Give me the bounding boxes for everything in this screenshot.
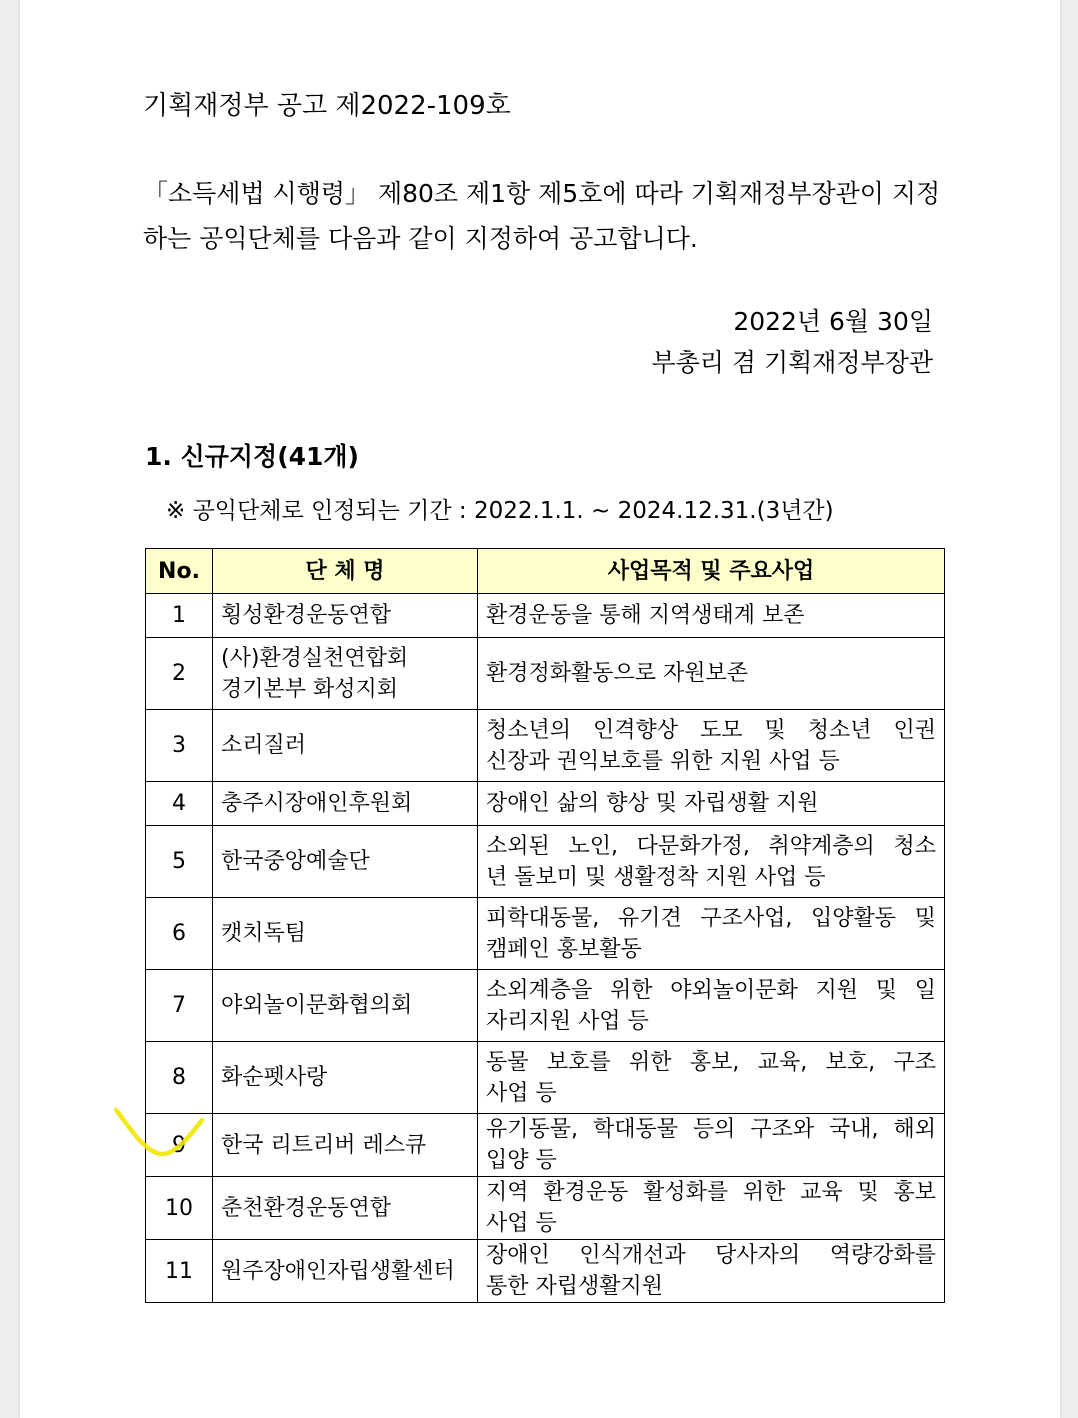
organization-name-line: 화순펫사랑 [221,1065,328,1090]
organization-name-line: 한국중앙예술단 [221,849,370,874]
table-header-row [146,549,945,594]
purpose-line: 자리지원 사업 등 [486,1008,649,1034]
purpose-line: 지역 환경운동 활성화를 위한 교육 및 홍보 [486,1180,936,1205]
row-number: 7 [146,970,213,1042]
organization-name-line: (사)환경실천연합회 [221,645,409,671]
organization-name-line: 경기본부 화성지회 [221,676,399,702]
row-number: 4 [146,782,213,826]
organization-name-line: 원주장애인자립생활센터 [221,1258,455,1284]
organization-name-line: 캣치독팀 [221,921,307,946]
announcement-date: 2022년 6월 30일 [733,307,933,336]
purpose-cell [478,970,945,1042]
organization-name-line: 야외놀이문화협의회 [221,993,413,1018]
period-note: ※ 공익단체로 인정되는 기간 : 2022.1.1. ~ 2024.12.31.(3년간) [166,498,834,524]
purpose-line: 장애인 삶의 향상 및 자립생활 지원 [486,791,819,816]
row-number: 11 [146,1240,213,1303]
table-row [146,1177,945,1240]
purpose-cell [478,1114,945,1177]
organization-name-cell [213,1114,478,1177]
row-number: 9 [146,1114,213,1177]
table-body [146,594,945,1303]
organization-name-line: 한국 리트리버 레스큐 [221,1132,427,1158]
purpose-cell [478,1240,945,1303]
purpose-line: 사업 등 [486,1211,557,1236]
purpose-line: 사업 등 [486,1080,557,1106]
row-number: 2 [146,638,213,710]
announcement-title: 기획재정부 공고 제2022-109호 [143,91,511,121]
table-row [146,826,945,898]
organization-name-cell [213,1177,478,1240]
purpose-cell [478,638,945,710]
table-row [146,898,945,970]
organization-name-cell [213,898,478,970]
section-heading: 1. 신규지정(41개) [145,442,359,471]
organization-name-line: 춘천환경운동연합 [221,1195,392,1221]
organization-name-cell [213,1240,478,1303]
purpose-cell [478,594,945,638]
announcement-signer: 부총리 겸 기획재정부장관 [651,348,933,377]
organization-name-line: 충주시장애인후원회 [221,791,413,816]
purpose-line: 소외계층을 위한 야외놀이문화 지원 및 일 [486,977,936,1003]
purpose-line: 환경정화활동으로 자원보존 [486,661,749,686]
table-row [146,638,945,710]
purpose-line: 피학대동물, 유기견 구조사업, 입양활동 및 [486,905,936,931]
purpose-cell [478,898,945,970]
purpose-cell [478,826,945,898]
organization-name-cell [213,1042,478,1114]
organization-name-cell [213,594,478,638]
row-number: 3 [146,710,213,782]
row-number: 8 [146,1042,213,1114]
row-number: 1 [146,594,213,638]
purpose-line: 통한 자립생활지원 [486,1274,664,1299]
purpose-line: 장애인 인식개선과 당사자의 역량강화를 [486,1243,936,1268]
header-purpose: 사업목적 및 주요사업 [478,549,945,594]
purpose-cell [478,1177,945,1240]
header-no: No. [146,549,213,594]
table-row [146,782,945,826]
purpose-line: 신장과 권익보호를 위한 지원 사업 등 [486,748,840,774]
table-row [146,1114,945,1177]
purpose-cell [478,782,945,826]
purpose-line: 입양 등 [486,1148,557,1173]
purpose-line: 유기동물, 학대동물 등의 구조와 국내, 해외 [486,1117,936,1142]
table-row [146,594,945,638]
table-row [146,710,945,782]
purpose-line: 청소년의 인격향상 도모 및 청소년 인권 [486,717,936,743]
row-number: 6 [146,898,213,970]
purpose-cell [478,710,945,782]
table-row [146,1240,945,1303]
row-number: 5 [146,826,213,898]
purpose-line: 년 돌보미 및 생활정착 지원 사업 등 [486,864,826,890]
purpose-line: 소외된 노인, 다문화가정, 취약계층의 청소 [486,833,936,859]
purpose-cell [478,1042,945,1114]
table-row [146,1042,945,1114]
organization-name-cell [213,710,478,782]
organization-name-line: 횡성환경운동연합 [221,603,392,628]
organization-name-cell [213,638,478,710]
purpose-line: 캠페인 홍보활동 [486,936,642,962]
purpose-line: 동물 보호를 위한 홍보, 교육, 보호, 구조 [486,1049,936,1075]
organization-name-line: 소리질러 [221,733,307,758]
table-row [146,970,945,1042]
organization-table [145,548,945,1303]
organization-name-cell [213,782,478,826]
row-number: 10 [146,1177,213,1240]
organization-name-cell [213,826,478,898]
organization-name-cell [213,970,478,1042]
purpose-line: 환경운동을 통해 지역생태계 보존 [486,603,805,628]
intro-line-2: 하는 공익단체를 다음과 같이 지정하여 공고합니다. [143,224,698,253]
intro-line-1: 「소득세법 시행령」 제80조 제1항 제5호에 따라 기획재정부장관이 지정 [143,179,941,208]
header-org-name: 단 체 명 [213,549,478,594]
